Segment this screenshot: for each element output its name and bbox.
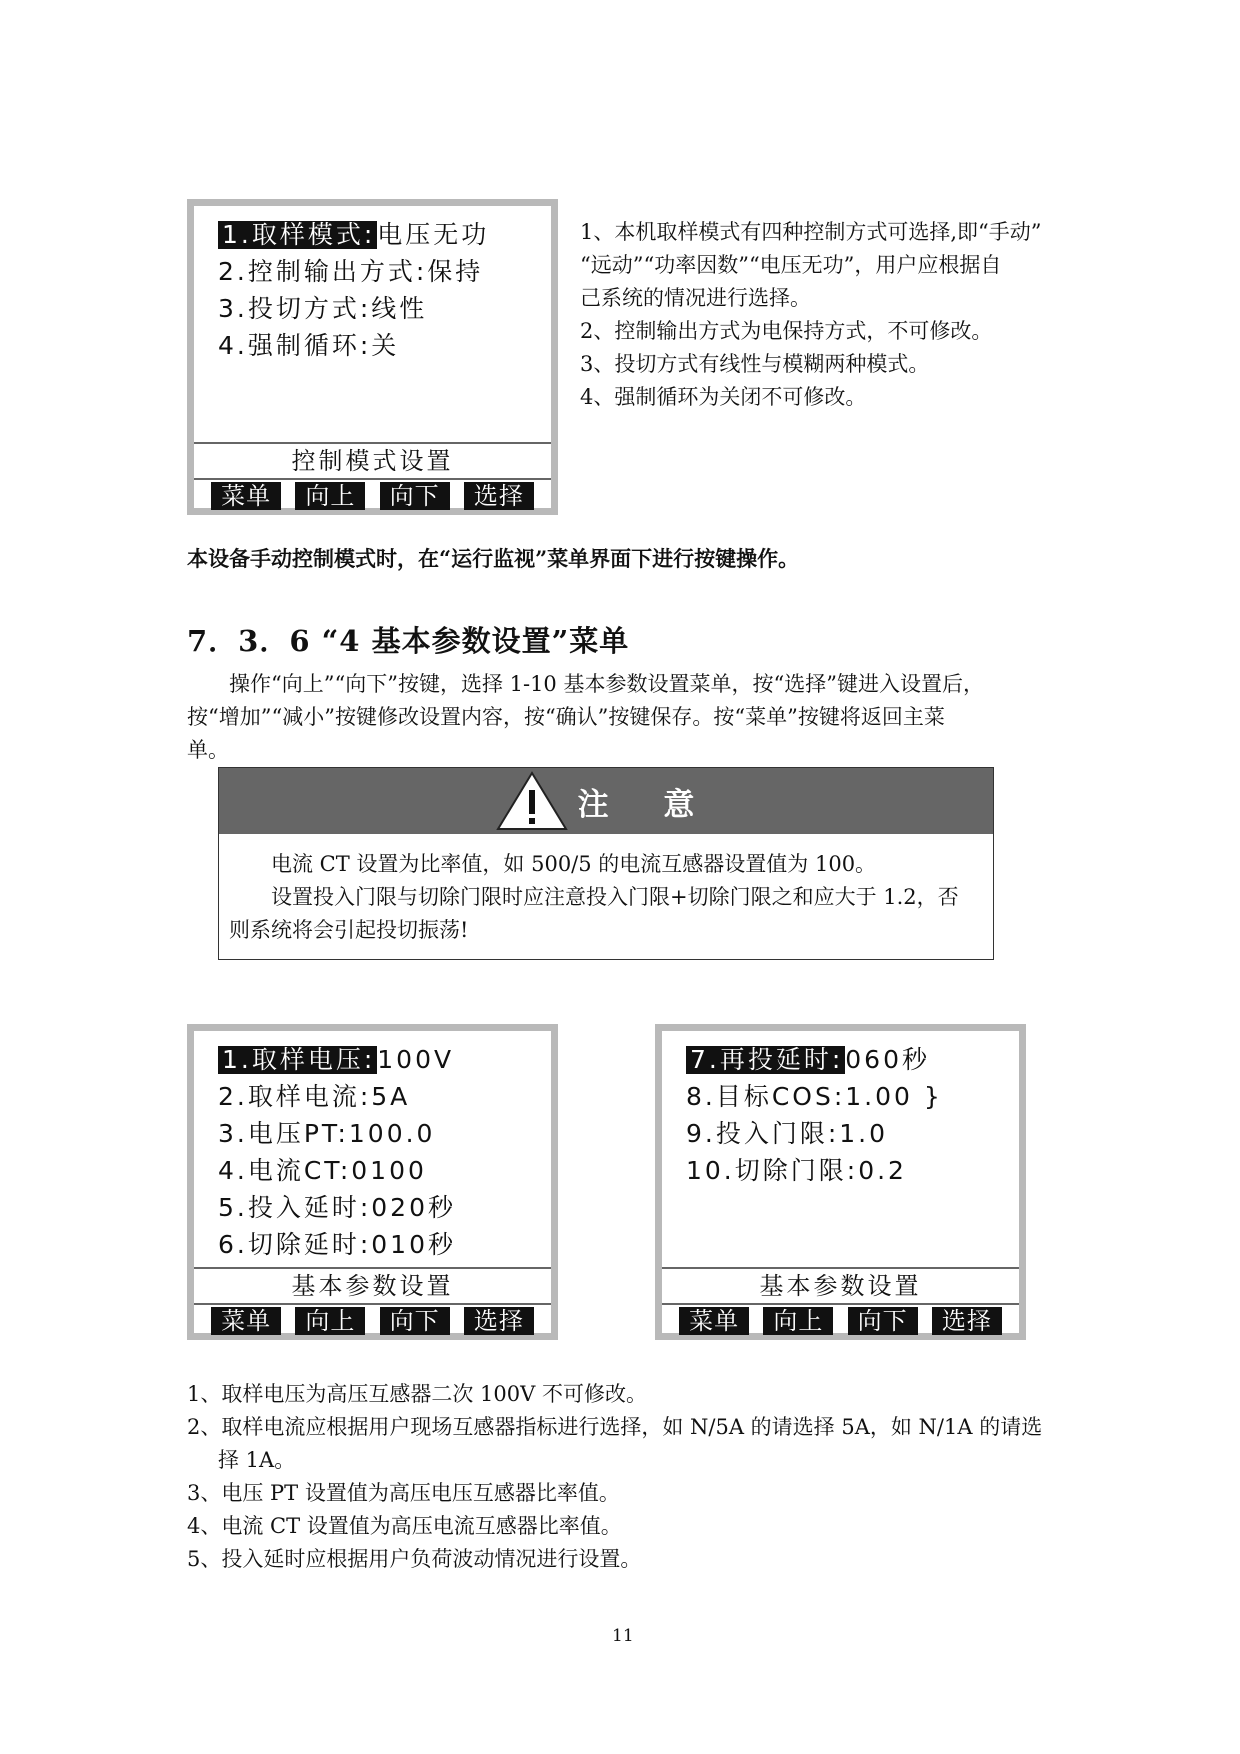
desc-line: 2、控制输出方式为电保持方式，不可修改。 [580, 319, 993, 343]
notice-header [219, 768, 993, 834]
panel-title: 基本参数设置 [662, 1267, 1019, 1305]
menu-item-sampling-current[interactable]: 2.取样电流:5A [218, 1082, 411, 1111]
control-mode-panel [187, 199, 558, 515]
manual-mode-note: 本设备手动控制模式时，在“运行监视”菜单界面下进行按键操作。 [187, 546, 800, 571]
desc-line: “远动”“功率因数”“电压无功”，用户应根据自 [580, 253, 1002, 277]
notice-line: 设置投入门限与切除门限时应注意投入门限+切除门限之和应大于 1.2，否 [271, 885, 959, 909]
desc-line: 3、投切方式有线性与模糊两种模式。 [580, 352, 930, 376]
menu-softkey[interactable]: 菜单 [211, 1307, 281, 1335]
menu-item-switch-in-delay[interactable]: 5.投入延时:020秒 [218, 1193, 456, 1222]
control-mode-description [580, 216, 1080, 414]
down-softkey[interactable]: 向下 [380, 1307, 450, 1335]
up-softkey[interactable]: 向上 [763, 1307, 833, 1335]
menu-item-switch-out-threshold[interactable]: 10.切除门限:0.2 [686, 1156, 907, 1185]
list-item: 5、投入延时应根据用户负荷波动情况进行设置。 [187, 1547, 642, 1571]
softkey-bar [194, 480, 551, 512]
menu-item-target-cos[interactable]: 8.目标COS:1.00 } [686, 1082, 943, 1111]
panel-title: 控制模式设置 [194, 442, 551, 480]
menu-item-switch-in-threshold[interactable]: 9.投入门限:1.0 [686, 1119, 889, 1148]
menu-item-voltage-pt[interactable]: 3.电压PT:100.0 [218, 1119, 436, 1148]
notice-body [219, 834, 993, 947]
intro-line: 操作“向上”“向下”按键，选择 1-10 基本参数设置菜单，按“选择”键进入设置后， [229, 672, 984, 696]
list-item: 4、电流 CT 设置值为高压电流互感器比率值。 [187, 1514, 622, 1538]
desc-line: 己系统的情况进行选择。 [580, 286, 811, 310]
menu-softkey[interactable]: 菜单 [211, 482, 281, 510]
notice-box [218, 767, 994, 960]
menu-item-reswitch-delay[interactable]: 7.再投延时:060秒 [686, 1041, 1013, 1078]
menu-item-output-mode[interactable]: 2.控制输出方式:保持 [218, 257, 484, 286]
menu-item-forced-cycle[interactable]: 4.强制循环:关 [218, 331, 400, 360]
basic-params-menu-1 [218, 1041, 545, 1263]
menu-softkey[interactable]: 菜单 [679, 1307, 749, 1335]
list-item: 3、电压 PT 设置值为高压电压互感器比率值。 [187, 1481, 620, 1505]
notice-line: 电流 CT 设置为比率值，如 500/5 的电流互感器设置值为 100。 [271, 852, 877, 876]
panel-title: 基本参数设置 [194, 1267, 551, 1305]
menu-item-switch-out-delay[interactable]: 6.切除延时:010秒 [218, 1230, 456, 1259]
desc-line: 4、强制循环为关闭不可修改。 [580, 385, 867, 409]
list-item: 2、取样电流应根据用户现场互感器指标进行选择，如 N/5A 的请选择 5A，如 N/1A 的请选 [187, 1415, 1043, 1439]
intro-paragraph [187, 668, 1067, 767]
up-softkey[interactable]: 向上 [295, 1307, 365, 1335]
up-softkey[interactable]: 向上 [295, 482, 365, 510]
intro-line: 按“增加”“减小”按键修改设置内容，按“确认”按键保存。按“菜单”按键将返回主菜 [187, 705, 945, 729]
down-softkey[interactable]: 向下 [380, 482, 450, 510]
select-softkey[interactable]: 选择 [464, 482, 534, 510]
menu-item-switching-mode[interactable]: 3.投切方式:线性 [218, 294, 428, 323]
intro-line: 单。 [187, 738, 229, 762]
notice-line: 则系统将会引起投切振荡! [229, 918, 469, 942]
softkey-bar [194, 1305, 551, 1337]
menu-item-current-ct[interactable]: 4.电流CT:0100 [218, 1156, 427, 1185]
menu-item-sampling-voltage[interactable]: 1.取样电压:100V [218, 1041, 545, 1078]
basic-params-menu-2 [686, 1041, 1013, 1189]
warning-triangle-icon [496, 770, 568, 832]
select-softkey[interactable]: 选择 [932, 1307, 1002, 1335]
softkey-bar [662, 1305, 1019, 1337]
page-number: 11 [612, 1626, 634, 1646]
basic-params-panel-2 [655, 1024, 1026, 1340]
select-softkey[interactable]: 选择 [464, 1307, 534, 1335]
desc-line: 1、本机取样模式有四种控制方式可选择,即“手动” [580, 220, 1042, 244]
section-heading: 7．3．6 “4 基本参数设置”菜单 [187, 624, 630, 658]
basic-params-description [187, 1378, 1067, 1576]
list-item: 1、取样电压为高压互感器二次 100V 不可修改。 [187, 1382, 647, 1406]
menu-item-sampling-mode[interactable]: 1.取样模式:电压无功 [218, 216, 545, 253]
down-softkey[interactable]: 向下 [848, 1307, 918, 1335]
basic-params-panel-1 [187, 1024, 558, 1340]
notice-title: 注 意 [577, 786, 717, 823]
list-item: 择 1A。 [218, 1448, 296, 1472]
control-mode-menu [218, 216, 545, 364]
